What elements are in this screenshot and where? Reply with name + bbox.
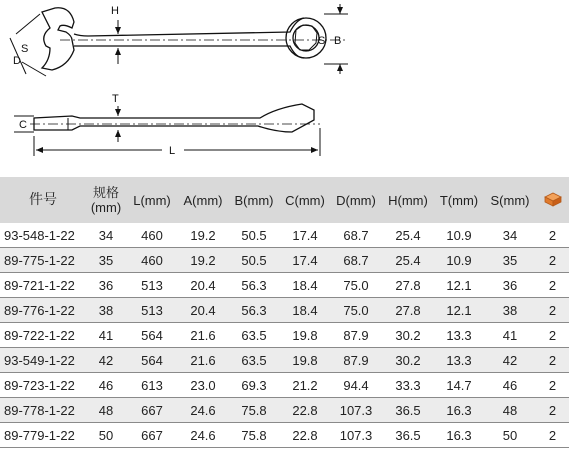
table-cell: 12.1 <box>434 298 484 323</box>
spec-table-body <box>0 223 569 448</box>
table-cell: 46 <box>86 373 126 398</box>
table-cell: 16.3 <box>434 423 484 448</box>
table-cell: 13.3 <box>434 323 484 348</box>
header-d: D(mm) <box>330 177 382 223</box>
table-cell: 50 <box>484 423 536 448</box>
header-package <box>536 177 569 223</box>
table-cell: 30.2 <box>382 323 434 348</box>
table-cell: 42 <box>484 348 536 373</box>
table-cell: 33.3 <box>382 373 434 398</box>
table-cell: 19.2 <box>178 248 228 273</box>
dim-label-b: B <box>334 35 342 47</box>
wrench-diagram-svg <box>0 0 569 178</box>
header-l: L(mm) <box>126 177 178 223</box>
dim-label-d: D <box>13 55 21 67</box>
table-cell: 21.6 <box>178 323 228 348</box>
table-cell: 50.5 <box>228 248 280 273</box>
table-cell: 48 <box>86 398 126 423</box>
dim-label-s-open: S <box>21 43 29 55</box>
table-cell: 107.3 <box>330 398 382 423</box>
table-cell: 19.8 <box>280 348 330 373</box>
table-cell: 89-775-1-22 <box>0 248 86 273</box>
table-cell: 36.5 <box>382 398 434 423</box>
header-size-label: 规格 (mm) <box>90 185 122 215</box>
table-cell: 50.5 <box>228 223 280 248</box>
dim-label-l: L <box>169 145 176 157</box>
table-cell: 27.8 <box>382 298 434 323</box>
table-cell: 42 <box>86 348 126 373</box>
header-b: B(mm) <box>228 177 280 223</box>
table-cell: 2 <box>536 373 569 398</box>
table-cell: 89-779-1-22 <box>0 423 86 448</box>
table-row <box>0 398 569 423</box>
table-cell: 94.4 <box>330 373 382 398</box>
dim-label-s-ring: S <box>318 35 326 47</box>
table-cell: 19.2 <box>178 223 228 248</box>
table-cell: 75.0 <box>330 273 382 298</box>
table-cell: 20.4 <box>178 273 228 298</box>
table-row <box>0 273 569 298</box>
table-row <box>0 298 569 323</box>
table-cell: 2 <box>536 323 569 348</box>
table-cell: 89-778-1-22 <box>0 398 86 423</box>
table-row <box>0 348 569 373</box>
table-row <box>0 223 569 248</box>
table-cell: 89-722-1-22 <box>0 323 86 348</box>
table-cell: 21.6 <box>178 348 228 373</box>
table-cell: 63.5 <box>228 348 280 373</box>
table-cell: 87.9 <box>330 323 382 348</box>
table-cell: 36 <box>484 273 536 298</box>
table-cell: 22.8 <box>280 423 330 448</box>
header-s: S(mm) <box>484 177 536 223</box>
table-cell: 36.5 <box>382 423 434 448</box>
table-cell: 2 <box>536 248 569 273</box>
table-cell: 10.9 <box>434 223 484 248</box>
table-header-row <box>0 177 569 223</box>
table-cell: 56.3 <box>228 273 280 298</box>
table-cell: 68.7 <box>330 223 382 248</box>
table-cell: 22.8 <box>280 398 330 423</box>
header-c: C(mm) <box>280 177 330 223</box>
table-cell: 25.4 <box>382 223 434 248</box>
table-cell: 63.5 <box>228 323 280 348</box>
table-cell: 69.3 <box>228 373 280 398</box>
table-cell: 89-721-1-22 <box>0 273 86 298</box>
header-h: H(mm) <box>382 177 434 223</box>
spec-table <box>0 177 569 448</box>
table-cell: 38 <box>484 298 536 323</box>
table-cell: 35 <box>484 248 536 273</box>
box-package-icon <box>543 190 563 208</box>
table-cell: 12.1 <box>434 273 484 298</box>
table-cell: 13.3 <box>434 348 484 373</box>
table-cell: 89-723-1-22 <box>0 373 86 398</box>
table-cell: 667 <box>126 398 178 423</box>
table-cell: 93-549-1-22 <box>0 348 86 373</box>
table-cell: 75.8 <box>228 398 280 423</box>
table-cell: 89-776-1-22 <box>0 298 86 323</box>
table-cell: 107.3 <box>330 423 382 448</box>
table-cell: 24.6 <box>178 398 228 423</box>
table-cell: 35 <box>86 248 126 273</box>
table-cell: 21.2 <box>280 373 330 398</box>
table-row <box>0 323 569 348</box>
header-t: T(mm) <box>434 177 484 223</box>
table-cell: 24.6 <box>178 423 228 448</box>
table-cell: 41 <box>86 323 126 348</box>
header-size <box>86 177 126 223</box>
table-cell: 93-548-1-22 <box>0 223 86 248</box>
header-a: A(mm) <box>178 177 228 223</box>
table-row <box>0 373 569 398</box>
table-cell: 2 <box>536 298 569 323</box>
table-cell: 23.0 <box>178 373 228 398</box>
table-cell: 460 <box>126 248 178 273</box>
table-cell: 2 <box>536 348 569 373</box>
table-cell: 38 <box>86 298 126 323</box>
table-cell: 564 <box>126 323 178 348</box>
table-cell: 30.2 <box>382 348 434 373</box>
dim-label-h: H <box>111 5 119 17</box>
table-cell: 56.3 <box>228 298 280 323</box>
table-cell: 513 <box>126 298 178 323</box>
table-cell: 34 <box>484 223 536 248</box>
table-cell: 46 <box>484 373 536 398</box>
table-cell: 2 <box>536 273 569 298</box>
table-cell: 20.4 <box>178 298 228 323</box>
table-cell: 17.4 <box>280 248 330 273</box>
table-cell: 18.4 <box>280 273 330 298</box>
table-cell: 16.3 <box>434 398 484 423</box>
table-cell: 34 <box>86 223 126 248</box>
dim-label-t: T <box>112 93 119 105</box>
table-cell: 18.4 <box>280 298 330 323</box>
table-cell: 36 <box>86 273 126 298</box>
table-cell: 460 <box>126 223 178 248</box>
table-cell: 14.7 <box>434 373 484 398</box>
table-cell: 27.8 <box>382 273 434 298</box>
table-row <box>0 423 569 448</box>
table-cell: 41 <box>484 323 536 348</box>
table-cell: 2 <box>536 223 569 248</box>
table-cell: 2 <box>536 398 569 423</box>
table-cell: 613 <box>126 373 178 398</box>
header-part-number: 件号 <box>0 177 86 223</box>
table-cell: 48 <box>484 398 536 423</box>
table-cell: 19.8 <box>280 323 330 348</box>
dim-label-c: C <box>19 119 27 131</box>
wrench-dimension-diagram <box>0 0 569 178</box>
table-cell: 75.0 <box>330 298 382 323</box>
table-cell: 17.4 <box>280 223 330 248</box>
table-cell: 667 <box>126 423 178 448</box>
table-cell: 50 <box>86 423 126 448</box>
table-cell: 25.4 <box>382 248 434 273</box>
table-cell: 87.9 <box>330 348 382 373</box>
table-row <box>0 248 569 273</box>
table-cell: 68.7 <box>330 248 382 273</box>
table-cell: 2 <box>536 423 569 448</box>
table-cell: 75.8 <box>228 423 280 448</box>
table-cell: 10.9 <box>434 248 484 273</box>
table-cell: 564 <box>126 348 178 373</box>
table-cell: 513 <box>126 273 178 298</box>
